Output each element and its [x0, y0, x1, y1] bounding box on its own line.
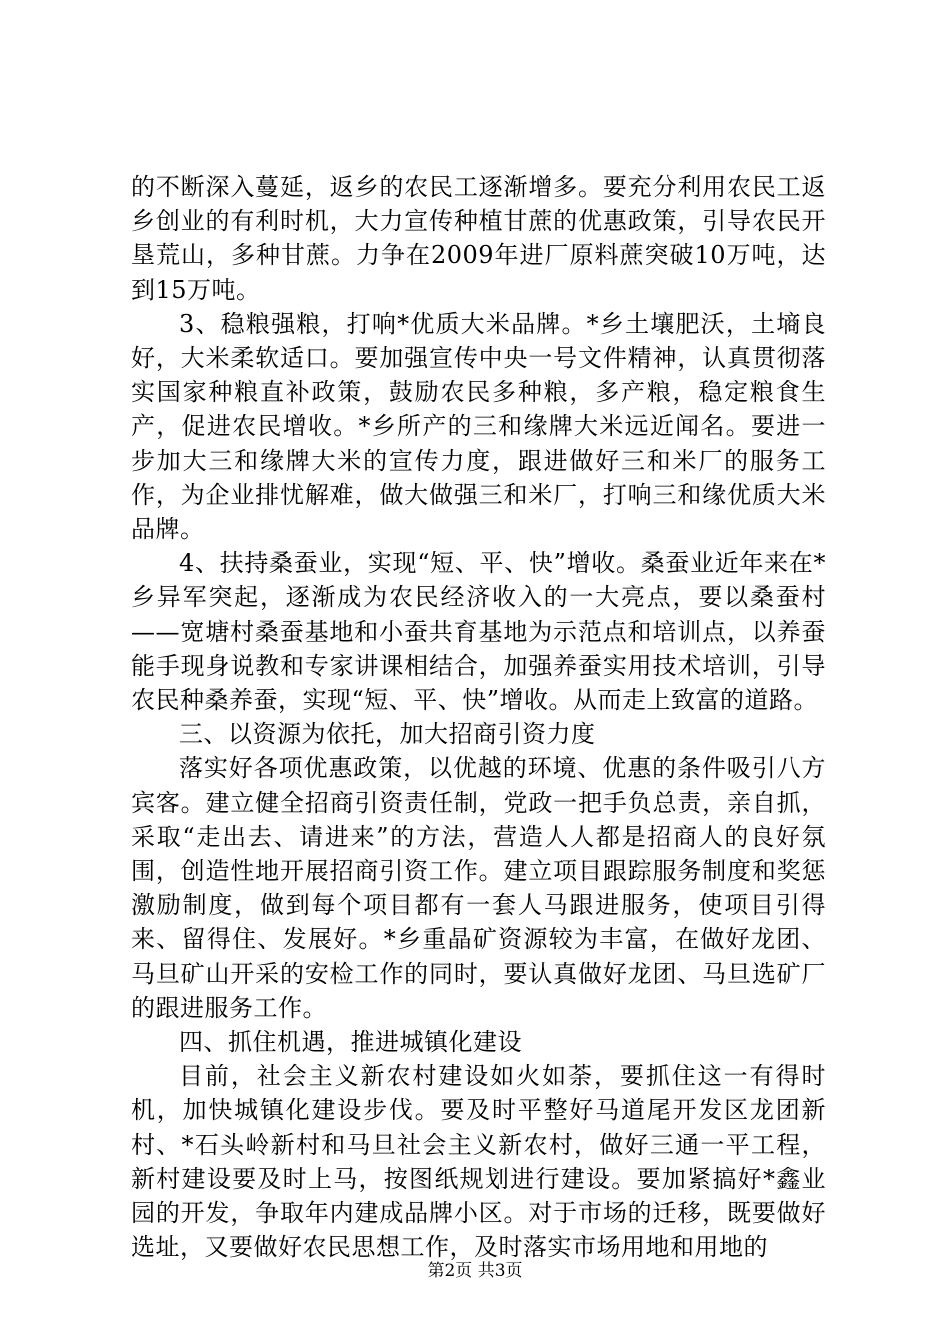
page-footer: [0, 1260, 950, 1282]
paragraph-section-3: 落实好各项优惠政策，以优越的环境、优惠的条件吸引八方宾客。建立健全招商引资责任制，党政一把手负总责，亲自抓，采取“走出去、请进来”的方法，营造人人都是招商人的良好氛围，创造性地开展招商引资工作。建立项目跟踪服务制度和奖惩激励制度，做到每个项目都有一套人马跟进服务，使项目引得来、留得住、发展好。*乡重晶矿资源较为丰富，在做好龙团、马旦矿山开采的安检工作的同时，要认真做好龙团、马旦选矿厂的跟进服务工作。: [131, 754, 826, 1022]
page-number: 第2页 共3页: [427, 1261, 523, 1281]
paragraph-continuation: 的不断深入蔓延，返乡的农民工逐渐增多。要充分利用农民工返乡创业的有利时机，大力宣传种植甘蔗的优惠政策，引导农民开垦荒山，多种甘蔗。力争在2009年进厂原料蔗突破10万吨，达到15万吨。: [131, 173, 826, 304]
document-body: [131, 170, 826, 1265]
section-heading-3: 三、以资源为依托，加大招商引资力度: [179, 720, 596, 749]
paragraph-item-3: 3、稳粮强粮，打响*优质大米品牌。*乡土壤肥沃，土墒良好，大米柔软适口。要加强宣传中央一号文件精神，认真贯彻落实国家种粮直补政策，鼓励农民多种粮，多产粮，稳定粮食生产，促进农民增收。*乡所产的三和缘牌大米远近闻名。要进一步加大三和缘牌大米的宣传力度，跟进做好三和米厂的服务工作，为企业排忧解难，做大做强三和米厂，打响三和缘优质大米品牌。: [131, 309, 826, 544]
paragraph-section-4: 目前，社会主义新农村建设如火如荼，要抓住这一有得时机，加快城镇化建设步伐。要及时平整好马道尾开发区龙团新村、*石头岭新村和马旦社会主义新农村，做好三通一平工程，新村建设要及时上马，按图纸规划进行建设。要加紧搞好*鑫业园的开发，争取年内建成品牌小区。对于市场的迁移，既要做好选址，又要做好农民思想工作，及时落实市场用地和用地的: [131, 1062, 826, 1262]
paragraph-item-4: 4、扶持桑蚕业，实现“短、平、快”增收。桑蚕业近年来在*乡异军突起，逐渐成为农民经济收入的一大亮点，要以桑蚕村——宽塘村桑蚕基地和小蚕共育基地为示范点和培训点，以养蚕能手现身说教和专家讲课相结合，加强养蚕实用技术培训，引导农民种桑养蚕，实现“短、平、快”增收。从而走上致富的道路。: [131, 549, 826, 715]
section-heading-4: 四、抓住机遇，推进城镇化建设: [179, 1028, 522, 1057]
